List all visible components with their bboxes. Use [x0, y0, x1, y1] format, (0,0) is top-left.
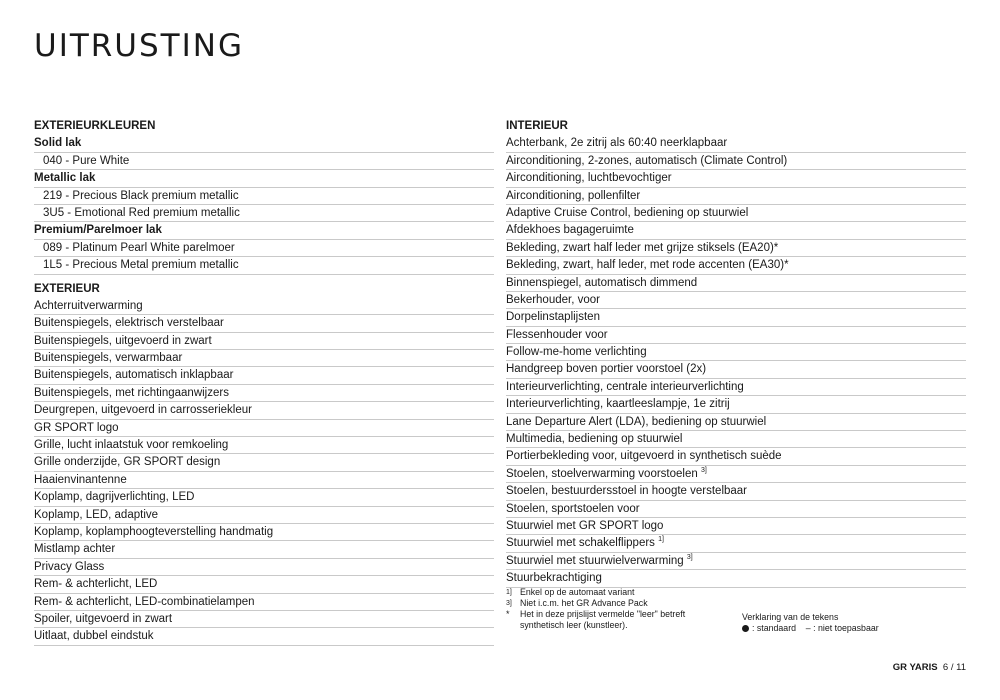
color-item: 3U5 - Emotional Red premium metallic	[34, 205, 494, 222]
color-item: 089 - Platinum Pearl White parelmoer	[34, 240, 494, 257]
legend	[742, 612, 879, 634]
exterieur-item: Deurgrepen, uitgevoerd in carrosseriekleur	[34, 402, 494, 419]
interieur-item: Stuurwiel met GR SPORT logo	[506, 518, 966, 535]
interieur-heading: INTERIEUR	[506, 120, 568, 132]
exterieur-item: Buitenspiegels, verwarmbaar	[34, 350, 494, 367]
exterieur-item: Achterruitverwarming	[34, 298, 494, 315]
footnote-ref: 1]	[658, 536, 664, 544]
item-text: Stuurwiel met schakelflippers	[506, 537, 655, 550]
footnotes	[506, 587, 966, 631]
interieur-item: Handgreep boven portier voorstoel (2x)	[506, 361, 966, 378]
interieur-item: Binnenspiegel, automatisch dimmend	[506, 275, 966, 292]
exterieur-item: Koplamp, dagrijverlichting, LED	[34, 489, 494, 506]
footnote-mark: *	[506, 609, 510, 619]
color-item: 1L5 - Precious Metal premium metallic	[34, 257, 494, 274]
interieur-item	[506, 466, 966, 483]
interieur-item: Achterbank, 2e zitrij als 60:40 neerklapbaar	[506, 135, 966, 152]
exterieur-heading: EXTERIEUR	[34, 282, 100, 295]
footnote-1	[506, 587, 966, 598]
exterieur-item: Rem- & achterlicht, LED-combinatielampen	[34, 594, 494, 611]
page-footer	[893, 662, 966, 673]
standard-dot-icon	[742, 625, 749, 632]
interieur-item: Bekerhouder, voor	[506, 292, 966, 309]
exterieur-item: Buitenspiegels, uitgevoerd in zwart	[34, 333, 494, 350]
right-column	[506, 118, 966, 588]
footnote-3	[506, 598, 966, 609]
interieur-item: Adaptive Cruise Control, bediening op stuurwiel	[506, 205, 966, 222]
legend-entries	[742, 623, 879, 634]
item-text: Stuurwiel met stuurwielverwarming	[506, 554, 684, 567]
footnote-ref: 3]	[686, 553, 693, 561]
footnote-ref: 3]	[700, 466, 707, 474]
interieur-item: Dorpelinstaplijsten	[506, 309, 966, 326]
exterieur-item: GR SPORT logo	[34, 420, 494, 437]
exterieur-item: Buitenspiegels, met richtingaanwijzers	[34, 385, 494, 402]
interieur-item: Bekleding, zwart half leder met grijze stiksels (EA20)*	[506, 240, 966, 257]
color-item: 219 - Precious Black premium metallic	[34, 188, 494, 205]
exterieur-item: Koplamp, koplamphoogteverstelling handmatig	[34, 524, 494, 541]
page-number: 6 / 11	[942, 662, 966, 673]
interieur-item: Afdekhoes bagageruimte	[506, 222, 966, 239]
exterieur-item: Koplamp, LED, adaptive	[34, 507, 494, 524]
exterieur-item: Grille, lucht inlaatstuk voor remkoeling	[34, 437, 494, 454]
color-item: 040 - Pure White	[34, 153, 494, 170]
footer-brand: GR YARIS	[892, 662, 938, 673]
legend-title: Verklaring van de tekens	[742, 612, 839, 622]
metallic-lak-label: Metallic lak	[34, 170, 494, 187]
interieur-item: Multimedia, bediening op stuurwiel	[506, 431, 966, 448]
footnote-star	[506, 609, 966, 620]
interieur-item: Interieurverlichting, centrale interieurverlichting	[506, 379, 966, 396]
interieur-item: Airconditioning, 2-zones, automatisch (Climate Control)	[506, 153, 966, 170]
exterieur-item: Mistlamp achter	[34, 541, 494, 558]
footnote-star-cont	[506, 620, 966, 631]
exterieur-item: Privacy Glass	[34, 559, 494, 576]
interieur-item: Airconditioning, luchtbevochtiger	[506, 170, 966, 187]
interieur-item: Follow-me-home verlichting	[506, 344, 966, 361]
left-column	[34, 118, 494, 646]
interieur-item	[506, 553, 966, 570]
interieur-item: Lane Departure Alert (LDA), bediening op stuurwiel	[506, 414, 966, 431]
page-title: UITRUSTING	[34, 28, 244, 64]
exterieur-item: Grille onderzijde, GR SPORT design	[34, 454, 494, 471]
footnote-mark: 1]	[506, 589, 512, 596]
interieur-item: Portierbekleding voor, uitgevoerd in synthetisch suède	[506, 448, 966, 465]
exterieurkleuren-heading: EXTERIEURKLEUREN	[34, 120, 156, 132]
footnote-mark: 3]	[506, 600, 512, 607]
footnote-text: Enkel op de automaat variant	[520, 587, 635, 597]
legend-standard: : standaard	[752, 623, 797, 633]
legend-na: – : niet toepasbaar	[805, 623, 879, 633]
exterieur-item: Spoiler, uitgevoerd in zwart	[34, 611, 494, 628]
interieur-item: Interieurverlichting, kaartleeslampje, 1e zitrij	[506, 396, 966, 413]
interieur-item	[506, 535, 966, 552]
exterieur-item: Uitlaat, dubbel eindstuk	[34, 628, 494, 645]
premium-lak-label: Premium/Parelmoer lak	[34, 222, 494, 239]
interieur-item: Airconditioning, pollenfilter	[506, 188, 966, 205]
item-text: Stoelen, stoelverwarming voorstoelen	[506, 467, 698, 480]
exterieur-item: Buitenspiegels, automatisch inklapbaar	[34, 367, 494, 384]
interieur-item: Stuurbekrachtiging	[506, 570, 966, 587]
interieur-item: Flessenhouder voor	[506, 327, 966, 344]
interieur-item: Bekleding, zwart, half leder, met rode accenten (EA30)*	[506, 257, 966, 274]
footnote-text: synthetisch leer (kunstleer).	[520, 620, 628, 630]
footnote-text: Het in deze prijslijst vermelde "leer" betreft	[520, 609, 686, 619]
exterieur-item: Rem- & achterlicht, LED	[34, 576, 494, 593]
solid-lak-label: Solid lak	[34, 135, 494, 152]
footnote-text: Niet i.c.m. het GR Advance Pack	[520, 598, 648, 608]
interieur-item: Stoelen, sportstoelen voor	[506, 501, 966, 518]
exterieur-item: Haaienvinantenne	[34, 472, 494, 489]
exterieur-item: Buitenspiegels, elektrisch verstelbaar	[34, 315, 494, 332]
interieur-item: Stoelen, bestuurdersstoel in hoogte verstelbaar	[506, 483, 966, 500]
